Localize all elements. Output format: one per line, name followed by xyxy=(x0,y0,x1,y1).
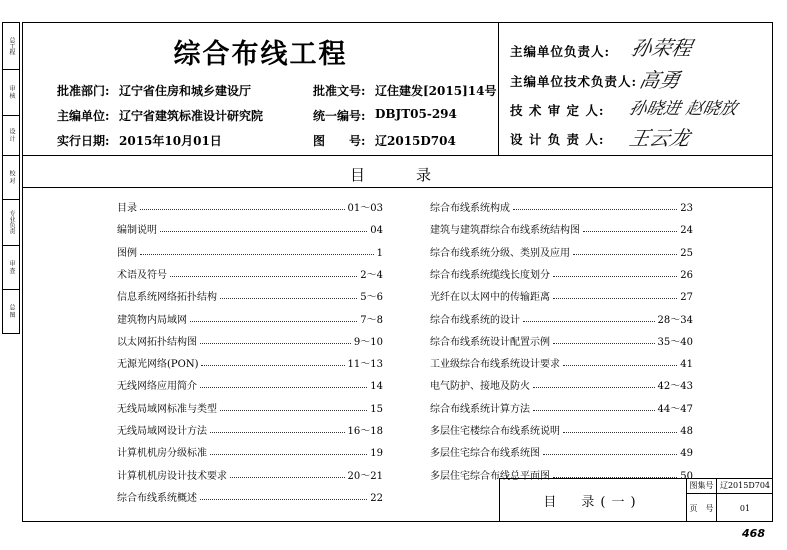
toc-entry xyxy=(430,398,693,415)
code-value: DBJT05-294 xyxy=(375,107,457,121)
toc-entry-page: 48 xyxy=(680,426,693,437)
toc-entry xyxy=(117,465,383,482)
binding-strip-cell: 总 图 xyxy=(3,289,19,334)
toc-entry xyxy=(430,375,693,392)
toc-entry-page: 16～18 xyxy=(347,426,383,437)
toc-entry xyxy=(117,353,383,370)
toc-entry-page: 04 xyxy=(370,225,383,237)
signature-chief: 孙荣程 xyxy=(629,36,695,60)
toc-entry-title: 工业级综合布线系统设计要求 xyxy=(430,359,560,371)
page-title: 综合布线工程 xyxy=(173,39,348,70)
toc-entry-page: 5～6 xyxy=(360,292,383,304)
toc-leader-dots xyxy=(190,321,357,322)
toc-entry xyxy=(117,420,383,437)
toc-entry xyxy=(117,197,383,214)
atlas-no-value: 辽2015D704 xyxy=(717,478,773,494)
toc-entry-title: 多层住宅综合布线总平面图 xyxy=(430,470,550,482)
toc-entry-page: 01～03 xyxy=(347,203,383,214)
toc-entry-title: 信息系统网络拓扑结构 xyxy=(117,292,217,304)
sign-label-tech: 主编单位技术负责人: xyxy=(510,74,638,89)
toc-entry-page: 42～43 xyxy=(657,381,693,393)
editor-label: 主编单位: xyxy=(57,109,110,123)
toc-leader-dots xyxy=(201,365,344,366)
toc-entry-page: 23 xyxy=(680,203,693,214)
toc-entry-page: 24 xyxy=(680,225,693,237)
signature-review: 孙晓进 赵晓放 xyxy=(627,99,740,119)
toc-entry-page: 50 xyxy=(680,470,693,482)
toc-leader-dots xyxy=(200,499,367,500)
toc-leader-dots xyxy=(210,432,345,433)
toc-entry-page: 11～13 xyxy=(347,359,383,371)
toc-leader-dots xyxy=(170,276,357,277)
sign-label-chief: 主编单位负责人: xyxy=(510,44,611,59)
toc-entry xyxy=(430,242,693,259)
toc-entry xyxy=(430,197,693,214)
toc-entry-page: 49 xyxy=(680,448,693,460)
toc-entry-title: 综合布线系统的设计 xyxy=(430,314,520,326)
toc-entry xyxy=(430,420,693,437)
toc-entry-page: 28～34 xyxy=(657,314,693,326)
toc-entry-page: 1 xyxy=(376,247,383,259)
toc-entry xyxy=(430,264,693,281)
toc-leader-dots xyxy=(513,209,677,210)
toc-entry xyxy=(430,286,693,303)
approve-dept-label: 批准部门: xyxy=(57,84,110,98)
toc-title: 目 录 xyxy=(350,166,450,184)
atlas-no-label: 图集号 xyxy=(687,478,717,494)
toc-entry-page: 9～10 xyxy=(353,336,383,348)
toc-leader-dots xyxy=(573,254,677,255)
toc-entry xyxy=(117,398,383,415)
toc-entry-title: 以太网拓扑结构图 xyxy=(117,336,197,348)
toc-entry-title: 术语及符号 xyxy=(117,269,167,281)
toc-entry-title: 光纤在以太网中的传输距离 xyxy=(430,292,550,304)
toc-leader-dots xyxy=(533,387,655,388)
toc-entry-title: 图例 xyxy=(117,247,137,259)
binding-strip-cell: 专业负责 xyxy=(3,199,19,246)
toc-entry-title: 编制说明 xyxy=(117,225,157,237)
approve-doc-value: 辽住建发[2015]14号 xyxy=(375,84,497,98)
toc-entry-title: 综合布线系统构成 xyxy=(430,203,510,214)
approve-doc-label: 批准文号: xyxy=(313,84,366,98)
toc-leader-dots xyxy=(200,387,367,388)
toc-leader-dots xyxy=(200,343,351,344)
toc-entry-page: 20～21 xyxy=(347,470,383,482)
toc-leader-dots xyxy=(583,231,677,232)
toc-entry-title: 综合布线系统缆线长度划分 xyxy=(430,269,550,281)
toc-entry xyxy=(117,264,383,281)
toc-entry-page: 7～8 xyxy=(360,314,383,326)
toc-entry-title: 建筑与建筑群综合布线系统结构图 xyxy=(430,225,580,237)
toc-leader-dots xyxy=(553,276,677,277)
toc-leader-dots xyxy=(220,410,367,411)
toc-entry-title: 建筑物内局域网 xyxy=(117,314,187,326)
toc-entry xyxy=(117,487,383,504)
signature-tech: 高勇 xyxy=(637,68,683,92)
toc-entry xyxy=(117,219,383,236)
toc-entry-page: 41 xyxy=(680,359,693,371)
toc-leader-dots xyxy=(553,343,655,344)
toc-entry-page: 27 xyxy=(680,292,693,304)
binding-strip-cell: 设 计 xyxy=(3,115,19,156)
toc-entry-page: 15 xyxy=(370,403,383,415)
binding-strip-cell: 审 查 xyxy=(3,245,19,290)
toc-entry-page: 35～40 xyxy=(657,336,693,348)
toc-leader-dots xyxy=(563,365,677,366)
toc-entry xyxy=(117,309,383,326)
signature-design: 王云龙 xyxy=(627,126,693,150)
toc-entry-title: 无线网络应用简介 xyxy=(117,381,197,393)
toc-entry-page: 26 xyxy=(680,269,693,281)
page-no-label: 页 号 xyxy=(687,494,717,522)
toc-leader-dots xyxy=(553,298,677,299)
sign-label-review: 技 术 审 定 人: xyxy=(510,103,605,118)
atlas-label: 图 号: xyxy=(313,134,366,148)
toc-entry-title: 计算机机房设计技术要求 xyxy=(117,470,227,482)
toc-entry-page: 2～4 xyxy=(360,269,383,281)
page-no-value: 01 xyxy=(739,503,751,513)
toc-entry xyxy=(430,353,693,370)
page-number: 468 xyxy=(742,527,765,540)
date-value: 2015年10月01日 xyxy=(119,134,222,148)
toc-entry-title: 计算机机房分级标准 xyxy=(117,448,207,460)
binding-strip xyxy=(2,22,20,334)
toc-entry xyxy=(117,286,383,303)
toc-entry-title: 无线局域网标准与类型 xyxy=(117,403,217,415)
toc-entry-title: 综合布线系统设计配置示例 xyxy=(430,336,550,348)
toc-leader-dots xyxy=(210,454,367,455)
toc-leader-dots xyxy=(543,454,677,455)
toc-leader-dots xyxy=(523,321,655,322)
sheet-name: 目 录(一) xyxy=(499,478,687,522)
toc-entry xyxy=(430,219,693,236)
toc-entry xyxy=(117,331,383,348)
toc-entry-title: 目录 xyxy=(117,203,137,214)
toc-leader-dots xyxy=(160,231,367,232)
approve-dept-value: 辽宁省住房和城乡建设厅 xyxy=(119,84,252,98)
binding-strip-cell: 审 核 xyxy=(3,69,19,116)
toc-leader-dots xyxy=(140,209,345,210)
binding-strip-cell: 校 对 xyxy=(3,155,19,200)
toc-leader-dots xyxy=(220,298,357,299)
toc-entry-title: 多层住宅楼综合布线系统说明 xyxy=(430,426,560,437)
toc-entry-title: 无线局域网设计方法 xyxy=(117,426,207,437)
toc-entry-page: 25 xyxy=(680,247,693,259)
toc-leader-dots xyxy=(533,410,655,411)
toc-entry xyxy=(117,375,383,392)
toc-leader-dots xyxy=(563,432,677,433)
toc-entry-page: 14 xyxy=(370,381,383,393)
toc-entry xyxy=(117,242,383,259)
toc-entry-title: 无源光网络(PON) xyxy=(117,359,199,371)
sign-label-design: 设 计 负 责 人: xyxy=(510,132,605,147)
toc-entry-page: 19 xyxy=(370,448,383,460)
toc-entry xyxy=(430,309,693,326)
toc-leader-dots xyxy=(140,254,374,255)
toc-divider xyxy=(22,187,773,188)
toc-entry-page: 22 xyxy=(370,492,383,504)
toc-entry-title: 综合布线系统计算方法 xyxy=(430,403,530,415)
binding-strip-cell: 总工程 xyxy=(3,23,19,70)
toc-entry-page: 44～47 xyxy=(657,403,693,415)
atlas-value: 辽2015D704 xyxy=(375,134,456,148)
toc-entry-title: 电气防护、接地及防火 xyxy=(430,381,530,393)
toc-entry xyxy=(117,442,383,459)
toc-leader-dots xyxy=(230,477,345,478)
toc-entry-title: 综合布线系统分级、类别及应用 xyxy=(430,247,570,259)
date-label: 实行日期: xyxy=(57,134,110,148)
toc-entry-title: 多层住宅综合布线系统图 xyxy=(430,448,540,460)
toc-entry-title: 综合布线系统概述 xyxy=(117,492,197,504)
toc-entry xyxy=(430,442,693,459)
toc-entry xyxy=(430,331,693,348)
code-label: 统一编号: xyxy=(313,109,366,123)
editor-value: 辽宁省建筑标准设计研究院 xyxy=(119,109,264,123)
